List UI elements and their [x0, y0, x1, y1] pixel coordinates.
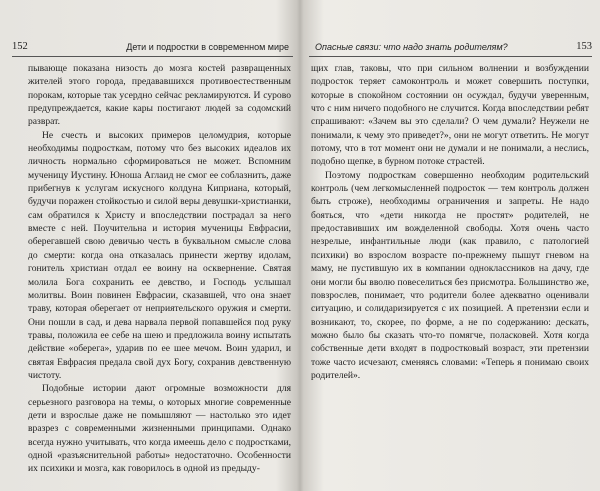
running-title-right: Опасные связи: что надо знать родителям?	[315, 42, 508, 52]
page-number-right: 153	[576, 41, 592, 52]
page-number-left: 152	[12, 41, 28, 52]
running-title-left: Дети и подростки в современном мире	[126, 42, 289, 52]
right-page-header	[309, 40, 592, 57]
left-page-body	[28, 62, 291, 476]
left-page	[0, 0, 299, 491]
paragraph: Поэтому подросткам совершенно необходим родительский контроль (чем легкомысленней подросток — тем контроль должен быть строже), необходимы ограничения и запреты. Не надо бояться, что «дети никогда не простят» родителей, не предоставивших им вожделенной свободы. Хотя очень часто незрелые, инфантильные люди (как правило, с патологией психики) во взрослом возрасте по-прежнему пышут гневом на маму, не пустившую их в компании одноклассников на дачу, где они могли бы вволю повеселиться без присмотра. Большинство же, повзрослев, понимает, что родители более адекватно оценивали ситуацию, и солидаризируется с их позицией. А претензии если и возникают, то, скорее, по форме, а не по содержанию: дескать, можно было бы сказать что-то помягче, поласковей. Хотя когда собственные дети входят в подростковый возраст, эти претензии тоже часто исчезают, сменяясь словами: «Теперь я понимаю своих родителей».	[311, 169, 589, 381]
right-page	[301, 0, 600, 491]
paragraph: пывающе показана низость до мозга костей развращенных жителей этого города, предававшихся противоестественным порокам, которые так усердно сейчас рекламируются. И сурово предупреждается, какие кары постигают людей за содомский разврат.	[28, 63, 291, 128]
paragraph: щих глав, таковы, что при сильном волнении и возбуждении подросток теряет самоконтроль и может совершить поступки, которые в спокойном состоянии он осуждал, будучи уверенным, что с ним ничего подобного не случится. Когда впоследствии ребят спрашивают: «Зачем вы это сделали? О чем думали? Неужели не понимали, к чему это приведет?», они не могут ответить. Не могут потому, что в тот момент они не думали и не понимали, а неслись, подобно щепке, в бурном потоке страстей.	[311, 63, 589, 168]
right-page-body	[311, 62, 589, 382]
paragraph: Не счесть и высоких примеров целомудрия, которые необходимы подросткам, потому что без высоких идеалов их личность нормально сформироваться не может. Вспомним мученицу Иустину. Юноша Аглаид не смог ее соблазнить, даже прибегнув к услугам искусного колдуна Киприана, который, будучи поражен стойкостью и силой веры девушки-христианки, сам обратился к Христу и впоследствии пострадал за него вместе с ней. Поучительна и история мученицы Евфрасии, оберегавшей свою девичью честь в буквальном смысле слова до смерти: когда она отказалась принести жертву идолам, гонитель христиан отдал ее воину на осквернение. Святая молила Бога сохранить ее девство, и Господь услышал молитвы. Воин повинен Евфрасии, сказавшей, что она знает траву, которая оберегает от неприятельского оружия и смерти. Они пошли в сад, и дева нарвала первой попавшейся под руку травы, положила ее себе на шею и предложила воину испытать действие «оберега», ударив по ее шее мечом. Воин ударил, и святая Евфрасия предала свой дух Богу, сохранив девственную чистоту.	[28, 129, 291, 381]
left-page-header	[12, 40, 293, 57]
paragraph: Подобные истории дают огромные возможности для серьезного разговора на темы, о которых многие современные дети и взрослые даже не помышляют — настолько это идет вразрез с современными жизненными принципами. Однако всегда нужно учитывать, что когда имеешь дело с подростками, одной «разъяснительной работы» недостаточно. Особенности их психики и мозга, как говорилось в одной из предыду-	[28, 383, 291, 475]
